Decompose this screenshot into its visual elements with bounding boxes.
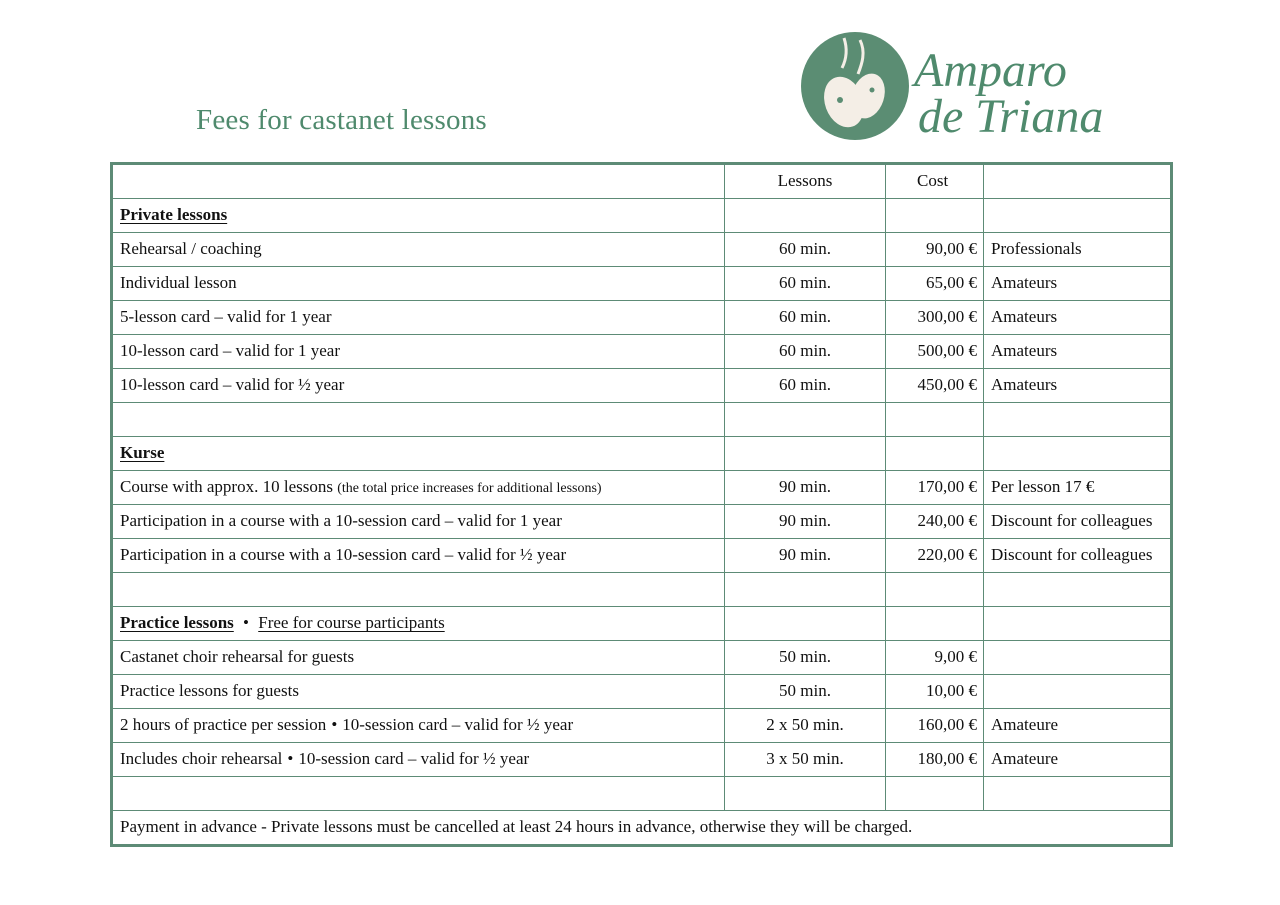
- row-description: 10-lesson card – valid for 1 year: [112, 335, 725, 369]
- row-lessons: 60 min.: [725, 369, 886, 403]
- section-row-private: [112, 199, 1172, 233]
- row-note: Amateurs: [984, 301, 1172, 335]
- brand-name-line2: de Triana: [918, 90, 1104, 142]
- brand-logo: [800, 30, 1110, 142]
- section-subtitle-practice: Free for course participants: [258, 613, 445, 633]
- section-row-courses: [112, 437, 1172, 471]
- payment-note: Payment in advance - Private lessons must be cancelled at least 24 hours in advance, otherwise they will be charged.: [112, 811, 1172, 846]
- row-cost: 9,00 €: [886, 641, 984, 675]
- row-description: Participation in a course with a 10-session card – valid for 1 year: [112, 505, 725, 539]
- row-lessons: 3 x 50 min.: [725, 743, 886, 777]
- fees-table: [110, 162, 1173, 847]
- section-title-practice: Practice lessons: [120, 613, 234, 633]
- row-note: Amateure: [984, 709, 1172, 743]
- row-description-part-a: 2 hours of practice per session: [120, 715, 327, 735]
- row-note: Professionals: [984, 233, 1172, 267]
- table-row: [112, 539, 1172, 573]
- bullet-separator: •: [287, 749, 294, 769]
- row-description-hint: (the total price increases for additional lessons): [337, 481, 602, 497]
- row-description: [112, 709, 725, 743]
- row-cost: 300,00 €: [886, 301, 984, 335]
- empty-row: [112, 777, 1172, 811]
- row-description: 5-lesson card – valid for 1 year: [112, 301, 725, 335]
- row-description-part-b: 10-session card – valid for ½ year: [342, 715, 574, 735]
- row-cost: 160,00 €: [886, 709, 984, 743]
- row-description-main: Course with approx. 10 lessons: [120, 477, 333, 497]
- row-lessons: 60 min.: [725, 335, 886, 369]
- row-description: Individual lesson: [112, 267, 725, 301]
- row-cost: 500,00 €: [886, 335, 984, 369]
- row-lessons: 2 x 50 min.: [725, 709, 886, 743]
- table-row: [112, 369, 1172, 403]
- row-note: Per lesson 17 €: [984, 471, 1172, 505]
- table-row: [112, 335, 1172, 369]
- table-row: [112, 267, 1172, 301]
- row-description-part-b: 10-session card – valid for ½ year: [298, 749, 530, 769]
- row-description: Rehearsal / coaching: [112, 233, 725, 267]
- row-note: Amateure: [984, 743, 1172, 777]
- header-note-cell: [984, 164, 1172, 199]
- row-note: Amateurs: [984, 335, 1172, 369]
- row-lessons: 90 min.: [725, 471, 886, 505]
- row-note: [984, 675, 1172, 709]
- row-description: [112, 743, 725, 777]
- table-row: [112, 505, 1172, 539]
- row-lessons: 90 min.: [725, 505, 886, 539]
- table-header-row: [112, 164, 1172, 199]
- empty-row: [112, 573, 1172, 607]
- table-row: [112, 743, 1172, 777]
- row-lessons: 60 min.: [725, 301, 886, 335]
- section-title-private: Private lessons: [120, 205, 228, 225]
- row-note: [984, 641, 1172, 675]
- row-cost: 65,00 €: [886, 267, 984, 301]
- table-row: [112, 233, 1172, 267]
- row-description-part-a: Includes choir rehearsal: [120, 749, 283, 769]
- row-cost: 10,00 €: [886, 675, 984, 709]
- section-row-practice: [112, 607, 1172, 641]
- row-note: Discount for colleagues: [984, 539, 1172, 573]
- row-description: Participation in a course with a 10-session card – valid for ½ year: [112, 539, 725, 573]
- table-row: [112, 675, 1172, 709]
- row-lessons: 50 min.: [725, 641, 886, 675]
- row-cost: 90,00 €: [886, 233, 984, 267]
- row-note: Amateurs: [984, 267, 1172, 301]
- row-cost: 240,00 €: [886, 505, 984, 539]
- row-description: 10-lesson card – valid for ½ year: [112, 369, 725, 403]
- row-lessons: 90 min.: [725, 539, 886, 573]
- header-description-cell: [112, 164, 725, 199]
- empty-row: [112, 403, 1172, 437]
- header-lessons: Lessons: [725, 164, 886, 199]
- bullet-separator: •: [243, 613, 249, 633]
- row-cost: 450,00 €: [886, 369, 984, 403]
- row-cost: 220,00 €: [886, 539, 984, 573]
- row-description: Practice lessons for guests: [112, 675, 725, 709]
- bullet-separator: •: [331, 715, 338, 735]
- table-row: [112, 709, 1172, 743]
- row-lessons: 60 min.: [725, 233, 886, 267]
- row-note: Amateurs: [984, 369, 1172, 403]
- row-note: Discount for colleagues: [984, 505, 1172, 539]
- table-row: [112, 641, 1172, 675]
- table-row: [112, 471, 1172, 505]
- row-lessons: 50 min.: [725, 675, 886, 709]
- table-row: [112, 301, 1172, 335]
- header-cost: Cost: [886, 164, 984, 199]
- row-lessons: 60 min.: [725, 267, 886, 301]
- row-cost: 180,00 €: [886, 743, 984, 777]
- brand-name-line1: Amparo: [914, 44, 1067, 97]
- row-cost: 170,00 €: [886, 471, 984, 505]
- brand-logo-graphic: [800, 30, 1110, 142]
- footer-row: [112, 811, 1172, 846]
- section-title-courses: Kurse: [120, 443, 165, 463]
- row-description: [112, 471, 725, 505]
- page-title: Fees for castanet lessons: [196, 104, 487, 136]
- row-description: Castanet choir rehearsal for guests: [112, 641, 725, 675]
